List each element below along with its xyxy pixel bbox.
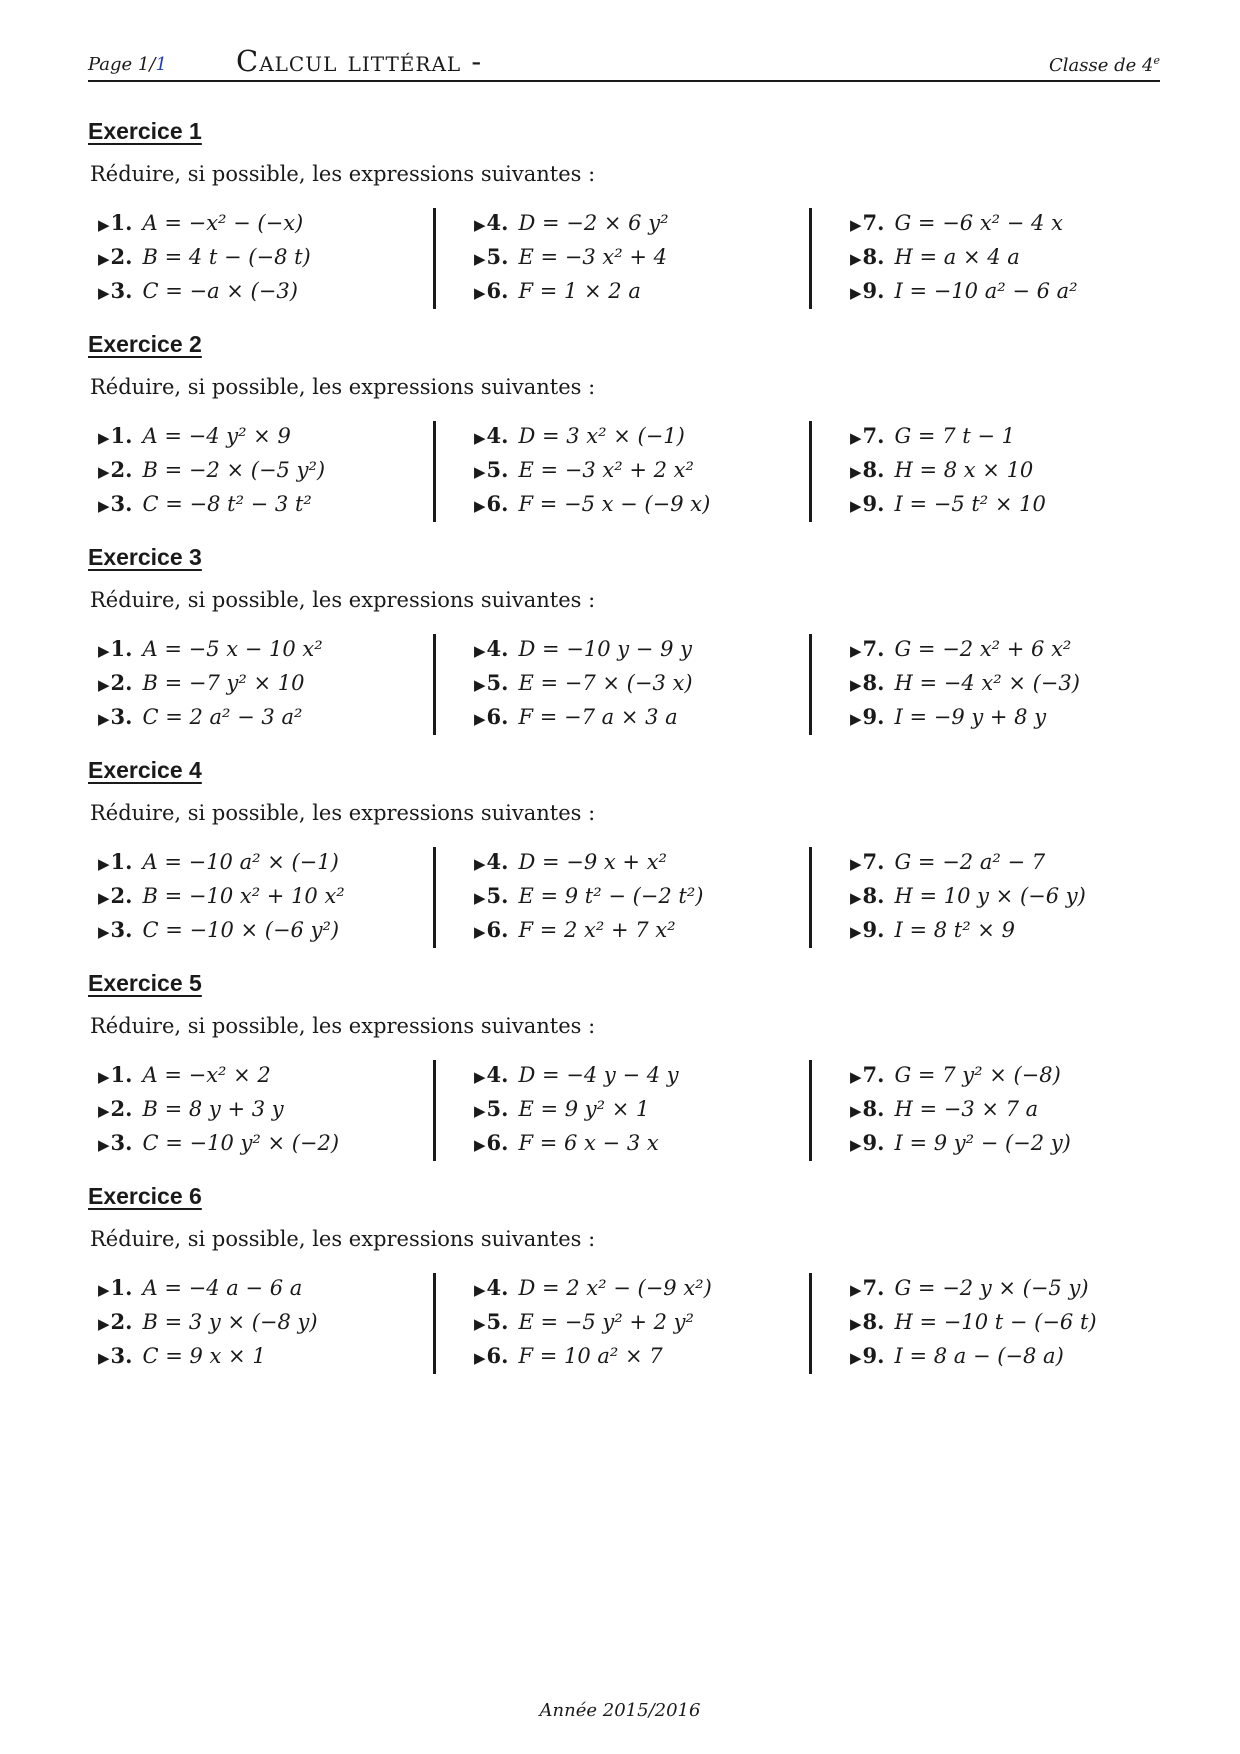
item-number: 9. xyxy=(862,278,885,303)
algebraic-expression: B = 3 y × (−8 y) xyxy=(142,1310,318,1334)
triangle-bullet-icon: ▶ xyxy=(98,676,110,694)
algebraic-expression: E = −3 x² + 2 x² xyxy=(518,458,694,482)
triangle-bullet-icon: ▶ xyxy=(98,463,110,481)
exercise-title: Exercice 4 xyxy=(88,757,202,783)
exercise-title: Exercice 6 xyxy=(88,1183,202,1209)
triangle-bullet-icon: ▶ xyxy=(850,216,862,234)
item-number: 5. xyxy=(486,244,509,269)
item-number: 4. xyxy=(486,210,509,235)
expression-item xyxy=(98,847,339,877)
algebraic-expression: F = −5 x − (−9 x) xyxy=(518,492,711,516)
expression-item xyxy=(850,881,1086,911)
algebraic-expression: B = 8 y + 3 y xyxy=(142,1097,284,1121)
algebraic-expression: D = 2 x² − (−9 x²) xyxy=(518,1276,712,1300)
triangle-bullet-icon: ▶ xyxy=(474,855,486,873)
exercise-title: Exercice 3 xyxy=(88,544,202,570)
expression-item xyxy=(850,1094,1038,1124)
item-number: 6. xyxy=(486,1343,509,1368)
triangle-bullet-icon: ▶ xyxy=(474,429,486,447)
expression-item xyxy=(98,489,312,519)
expression-item xyxy=(98,1128,339,1158)
item-number: 4. xyxy=(486,636,509,661)
item-number: 1. xyxy=(110,210,133,235)
item-number: 5. xyxy=(486,1096,509,1121)
item-number: 7. xyxy=(862,423,885,448)
triangle-bullet-icon: ▶ xyxy=(474,463,486,481)
expression-item xyxy=(474,634,692,664)
item-number: 3. xyxy=(110,278,133,303)
algebraic-expression: C = −10 × (−6 y²) xyxy=(142,918,340,942)
item-number: 5. xyxy=(486,1309,509,1334)
triangle-bullet-icon: ▶ xyxy=(474,1068,486,1086)
algebraic-expression: C = −a × (−3) xyxy=(142,279,298,303)
expression-column xyxy=(850,421,1180,523)
column-divider xyxy=(809,421,812,522)
algebraic-expression: B = 4 t − (−8 t) xyxy=(142,245,311,269)
item-number: 8. xyxy=(862,883,885,908)
item-number: 9. xyxy=(862,491,885,516)
algebraic-expression: D = −2 × 6 y² xyxy=(518,211,669,235)
page-footer: Année 2015/2016 xyxy=(539,1700,701,1721)
item-number: 4. xyxy=(486,1275,509,1300)
triangle-bullet-icon: ▶ xyxy=(474,497,486,515)
item-number: 2. xyxy=(110,457,133,482)
item-number: 2. xyxy=(110,244,133,269)
expression-column xyxy=(850,208,1180,310)
expression-item xyxy=(850,489,1046,519)
item-number: 2. xyxy=(110,670,133,695)
item-number: 3. xyxy=(110,491,133,516)
item-number: 5. xyxy=(486,883,509,908)
item-number: 6. xyxy=(486,917,509,942)
expression-item xyxy=(474,455,694,485)
expression-item xyxy=(474,1341,663,1371)
expression-item xyxy=(850,847,1045,877)
expression-item xyxy=(98,421,291,451)
item-number: 4. xyxy=(486,849,509,874)
item-number: 8. xyxy=(862,457,885,482)
triangle-bullet-icon: ▶ xyxy=(850,855,862,873)
item-number: 6. xyxy=(486,1130,509,1155)
triangle-bullet-icon: ▶ xyxy=(98,1102,110,1120)
triangle-bullet-icon: ▶ xyxy=(474,889,486,907)
algebraic-expression: I = −9 y + 8 y xyxy=(894,705,1047,729)
item-number: 7. xyxy=(862,210,885,235)
expression-columns xyxy=(88,634,1160,746)
algebraic-expression: B = −2 × (−5 y²) xyxy=(142,458,326,482)
item-number: 6. xyxy=(486,491,509,516)
algebraic-expression: A = −4 y² × 9 xyxy=(142,424,291,448)
algebraic-expression: H = a × 4 a xyxy=(894,245,1020,269)
expression-item xyxy=(850,276,1078,306)
item-number: 8. xyxy=(862,1309,885,1334)
triangle-bullet-icon: ▶ xyxy=(474,1281,486,1299)
item-number: 5. xyxy=(486,457,509,482)
item-number: 1. xyxy=(110,849,133,874)
algebraic-expression: I = 9 y² − (−2 y) xyxy=(894,1131,1071,1155)
class-label-text: Classe de 4 xyxy=(1049,55,1154,76)
exercise-instruction: Réduire, si possible, les expressions suivantes : xyxy=(90,801,596,825)
triangle-bullet-icon: ▶ xyxy=(474,1349,486,1367)
triangle-bullet-icon: ▶ xyxy=(474,710,486,728)
triangle-bullet-icon: ▶ xyxy=(850,250,862,268)
triangle-bullet-icon: ▶ xyxy=(850,1102,862,1120)
triangle-bullet-icon: ▶ xyxy=(474,676,486,694)
expression-item xyxy=(98,702,302,732)
expression-column xyxy=(850,1060,1180,1162)
algebraic-expression: A = −5 x − 10 x² xyxy=(142,637,323,661)
triangle-bullet-icon: ▶ xyxy=(850,429,862,447)
triangle-bullet-icon: ▶ xyxy=(98,642,110,660)
triangle-bullet-icon: ▶ xyxy=(850,284,862,302)
triangle-bullet-icon: ▶ xyxy=(850,710,862,728)
page-header xyxy=(88,44,1160,82)
expression-item xyxy=(474,1094,649,1124)
item-number: 5. xyxy=(486,670,509,695)
column-divider xyxy=(433,1060,436,1161)
expression-item xyxy=(474,421,685,451)
algebraic-expression: H = 8 x × 10 xyxy=(894,458,1034,482)
expression-item xyxy=(98,1307,318,1337)
expression-item xyxy=(474,702,678,732)
triangle-bullet-icon: ▶ xyxy=(98,216,110,234)
expression-column xyxy=(98,1273,428,1375)
algebraic-expression: I = 8 a − (−8 a) xyxy=(894,1344,1064,1368)
triangle-bullet-icon: ▶ xyxy=(98,284,110,302)
expression-item xyxy=(850,208,1063,238)
algebraic-expression: F = 2 x² + 7 x² xyxy=(518,918,676,942)
algebraic-expression: G = −2 y × (−5 y) xyxy=(894,1276,1089,1300)
algebraic-expression: D = −4 y − 4 y xyxy=(518,1063,679,1087)
triangle-bullet-icon: ▶ xyxy=(850,676,862,694)
column-divider xyxy=(433,421,436,522)
expression-item xyxy=(850,1341,1064,1371)
item-number: 8. xyxy=(862,1096,885,1121)
item-number: 8. xyxy=(862,244,885,269)
algebraic-expression: I = −10 a² − 6 a² xyxy=(894,279,1078,303)
triangle-bullet-icon: ▶ xyxy=(850,1136,862,1154)
expression-columns xyxy=(88,208,1160,320)
expression-item xyxy=(98,915,339,945)
expression-item xyxy=(850,702,1046,732)
algebraic-expression: D = −10 y − 9 y xyxy=(518,637,692,661)
triangle-bullet-icon: ▶ xyxy=(98,889,110,907)
expression-item xyxy=(850,242,1020,272)
triangle-bullet-icon: ▶ xyxy=(474,923,486,941)
expression-item xyxy=(474,489,710,519)
expression-column xyxy=(850,634,1180,736)
item-number: 8. xyxy=(862,670,885,695)
algebraic-expression: A = −x² − (−x) xyxy=(142,211,304,235)
expression-item xyxy=(474,847,667,877)
algebraic-expression: G = 7 t − 1 xyxy=(894,424,1015,448)
algebraic-expression: E = 9 y² × 1 xyxy=(518,1097,650,1121)
algebraic-expression: E = −7 × (−3 x) xyxy=(518,671,693,695)
expression-item xyxy=(850,668,1080,698)
expression-column xyxy=(474,634,804,736)
expression-item xyxy=(474,208,669,238)
class-label-sup: e xyxy=(1153,54,1160,67)
algebraic-expression: F = 6 x − 3 x xyxy=(518,1131,659,1155)
page-total-link[interactable]: 1 xyxy=(155,54,167,75)
expression-item xyxy=(474,668,693,698)
algebraic-expression: G = −2 a² − 7 xyxy=(894,850,1046,874)
triangle-bullet-icon: ▶ xyxy=(98,855,110,873)
document-title: Calcul littéral - xyxy=(236,44,483,78)
algebraic-expression: A = −4 a − 6 a xyxy=(142,1276,303,1300)
expression-item xyxy=(98,242,311,272)
item-number: 1. xyxy=(110,1275,133,1300)
triangle-bullet-icon: ▶ xyxy=(850,889,862,907)
triangle-bullet-icon: ▶ xyxy=(474,250,486,268)
triangle-bullet-icon: ▶ xyxy=(474,1102,486,1120)
item-number: 1. xyxy=(110,423,133,448)
algebraic-expression: G = −6 x² − 4 x xyxy=(894,211,1063,235)
exercise-title: Exercice 2 xyxy=(88,331,202,357)
column-divider xyxy=(809,847,812,948)
expression-item xyxy=(474,276,641,306)
triangle-bullet-icon: ▶ xyxy=(850,497,862,515)
expression-column xyxy=(98,421,428,523)
expression-columns xyxy=(88,1060,1160,1172)
exercise-instruction: Réduire, si possible, les expressions suivantes : xyxy=(90,1014,596,1038)
expression-item xyxy=(850,1307,1097,1337)
expression-column xyxy=(98,847,428,949)
expression-column xyxy=(474,421,804,523)
expression-columns xyxy=(88,847,1160,959)
triangle-bullet-icon: ▶ xyxy=(474,216,486,234)
triangle-bullet-icon: ▶ xyxy=(98,429,110,447)
triangle-bullet-icon: ▶ xyxy=(98,1136,110,1154)
column-divider xyxy=(433,847,436,948)
algebraic-expression: A = −10 a² × (−1) xyxy=(142,850,339,874)
expression-item xyxy=(98,1060,271,1090)
algebraic-expression: A = −x² × 2 xyxy=(142,1063,271,1087)
item-number: 7. xyxy=(862,1062,885,1087)
triangle-bullet-icon: ▶ xyxy=(850,463,862,481)
item-number: 1. xyxy=(110,636,133,661)
item-number: 4. xyxy=(486,1062,509,1087)
expression-item xyxy=(98,634,323,664)
exercise-instruction: Réduire, si possible, les expressions suivantes : xyxy=(90,1227,596,1251)
expression-item xyxy=(474,1273,712,1303)
item-number: 6. xyxy=(486,704,509,729)
algebraic-expression: G = 7 y² × (−8) xyxy=(894,1063,1061,1087)
expression-item xyxy=(474,1307,694,1337)
algebraic-expression: E = −3 x² + 4 xyxy=(518,245,667,269)
item-number: 7. xyxy=(862,1275,885,1300)
expression-columns xyxy=(88,421,1160,533)
expression-item xyxy=(98,881,345,911)
algebraic-expression: H = −10 t − (−6 t) xyxy=(894,1310,1097,1334)
triangle-bullet-icon: ▶ xyxy=(850,1349,862,1367)
column-divider xyxy=(809,1060,812,1161)
item-number: 7. xyxy=(862,636,885,661)
triangle-bullet-icon: ▶ xyxy=(98,250,110,268)
algebraic-expression: H = −4 x² × (−3) xyxy=(894,671,1080,695)
item-number: 9. xyxy=(862,1130,885,1155)
algebraic-expression: C = 2 a² − 3 a² xyxy=(142,705,303,729)
expression-column xyxy=(850,1273,1180,1375)
exercise-instruction: Réduire, si possible, les expressions suivantes : xyxy=(90,375,596,399)
exercise-title: Exercice 5 xyxy=(88,970,202,996)
expression-item xyxy=(474,915,676,945)
expression-item xyxy=(850,455,1033,485)
item-number: 3. xyxy=(110,1343,133,1368)
expression-item xyxy=(98,455,325,485)
triangle-bullet-icon: ▶ xyxy=(850,1281,862,1299)
exercise-title: Exercice 1 xyxy=(88,118,202,144)
algebraic-expression: D = 3 x² × (−1) xyxy=(518,424,685,448)
item-number: 3. xyxy=(110,1130,133,1155)
triangle-bullet-icon: ▶ xyxy=(474,1315,486,1333)
class-label xyxy=(1049,54,1160,76)
algebraic-expression: D = −9 x + x² xyxy=(518,850,667,874)
triangle-bullet-icon: ▶ xyxy=(474,1136,486,1154)
expression-column xyxy=(474,847,804,949)
algebraic-expression: G = −2 x² + 6 x² xyxy=(894,637,1072,661)
column-divider xyxy=(809,634,812,735)
expression-item xyxy=(850,1273,1089,1303)
triangle-bullet-icon: ▶ xyxy=(98,923,110,941)
expression-column xyxy=(850,847,1180,949)
algebraic-expression: B = −10 x² + 10 x² xyxy=(142,884,345,908)
algebraic-expression: H = −3 × 7 a xyxy=(894,1097,1039,1121)
triangle-bullet-icon: ▶ xyxy=(98,710,110,728)
item-number: 2. xyxy=(110,1096,133,1121)
algebraic-expression: F = 1 × 2 a xyxy=(518,279,641,303)
algebraic-expression: C = −8 t² − 3 t² xyxy=(142,492,312,516)
triangle-bullet-icon: ▶ xyxy=(850,642,862,660)
item-number: 1. xyxy=(110,1062,133,1087)
column-divider xyxy=(433,634,436,735)
expression-item xyxy=(474,1060,679,1090)
item-number: 6. xyxy=(486,278,509,303)
item-number: 2. xyxy=(110,1309,133,1334)
algebraic-expression: E = 9 t² − (−2 t²) xyxy=(518,884,704,908)
triangle-bullet-icon: ▶ xyxy=(850,923,862,941)
expression-item xyxy=(850,915,1015,945)
algebraic-expression: C = −10 y² × (−2) xyxy=(142,1131,340,1155)
expression-item xyxy=(98,1094,284,1124)
triangle-bullet-icon: ▶ xyxy=(474,284,486,302)
triangle-bullet-icon: ▶ xyxy=(98,1281,110,1299)
column-divider xyxy=(433,1273,436,1374)
algebraic-expression: F = −7 a × 3 a xyxy=(518,705,678,729)
algebraic-expression: E = −5 y² + 2 y² xyxy=(518,1310,694,1334)
algebraic-expression: I = −5 t² × 10 xyxy=(894,492,1046,516)
triangle-bullet-icon: ▶ xyxy=(98,1349,110,1367)
algebraic-expression: I = 8 t² × 9 xyxy=(894,918,1015,942)
column-divider xyxy=(809,1273,812,1374)
triangle-bullet-icon: ▶ xyxy=(850,1068,862,1086)
expression-item xyxy=(98,208,303,238)
expression-column xyxy=(98,1060,428,1162)
expression-item xyxy=(474,242,667,272)
expression-item xyxy=(850,1060,1061,1090)
expression-item xyxy=(98,668,304,698)
page-number xyxy=(88,54,167,75)
expression-item xyxy=(474,1128,659,1158)
expression-columns xyxy=(88,1273,1160,1385)
column-divider xyxy=(809,208,812,309)
item-number: 4. xyxy=(486,423,509,448)
algebraic-expression: H = 10 y × (−6 y) xyxy=(894,884,1086,908)
expression-column xyxy=(474,1273,804,1375)
expression-column xyxy=(474,208,804,310)
exercise-instruction: Réduire, si possible, les expressions suivantes : xyxy=(90,162,596,186)
triangle-bullet-icon: ▶ xyxy=(98,1068,110,1086)
expression-column xyxy=(474,1060,804,1162)
expression-item xyxy=(98,1341,266,1371)
item-number: 9. xyxy=(862,1343,885,1368)
algebraic-expression: C = 9 x × 1 xyxy=(142,1344,266,1368)
triangle-bullet-icon: ▶ xyxy=(98,497,110,515)
item-number: 9. xyxy=(862,704,885,729)
item-number: 7. xyxy=(862,849,885,874)
expression-item xyxy=(850,634,1071,664)
triangle-bullet-icon: ▶ xyxy=(850,1315,862,1333)
expression-column xyxy=(98,208,428,310)
item-number: 2. xyxy=(110,883,133,908)
expression-item xyxy=(474,881,703,911)
expression-item xyxy=(98,276,298,306)
exercise-instruction: Réduire, si possible, les expressions suivantes : xyxy=(90,588,596,612)
triangle-bullet-icon: ▶ xyxy=(98,1315,110,1333)
expression-item xyxy=(850,1128,1071,1158)
item-number: 3. xyxy=(110,704,133,729)
item-number: 9. xyxy=(862,917,885,942)
expression-item xyxy=(98,1273,302,1303)
expression-column xyxy=(98,634,428,736)
algebraic-expression: B = −7 y² × 10 xyxy=(142,671,305,695)
page-number-label: Page 1/ xyxy=(88,54,156,75)
triangle-bullet-icon: ▶ xyxy=(474,642,486,660)
item-number: 3. xyxy=(110,917,133,942)
column-divider xyxy=(433,208,436,309)
algebraic-expression: F = 10 a² × 7 xyxy=(518,1344,663,1368)
expression-item xyxy=(850,421,1015,451)
